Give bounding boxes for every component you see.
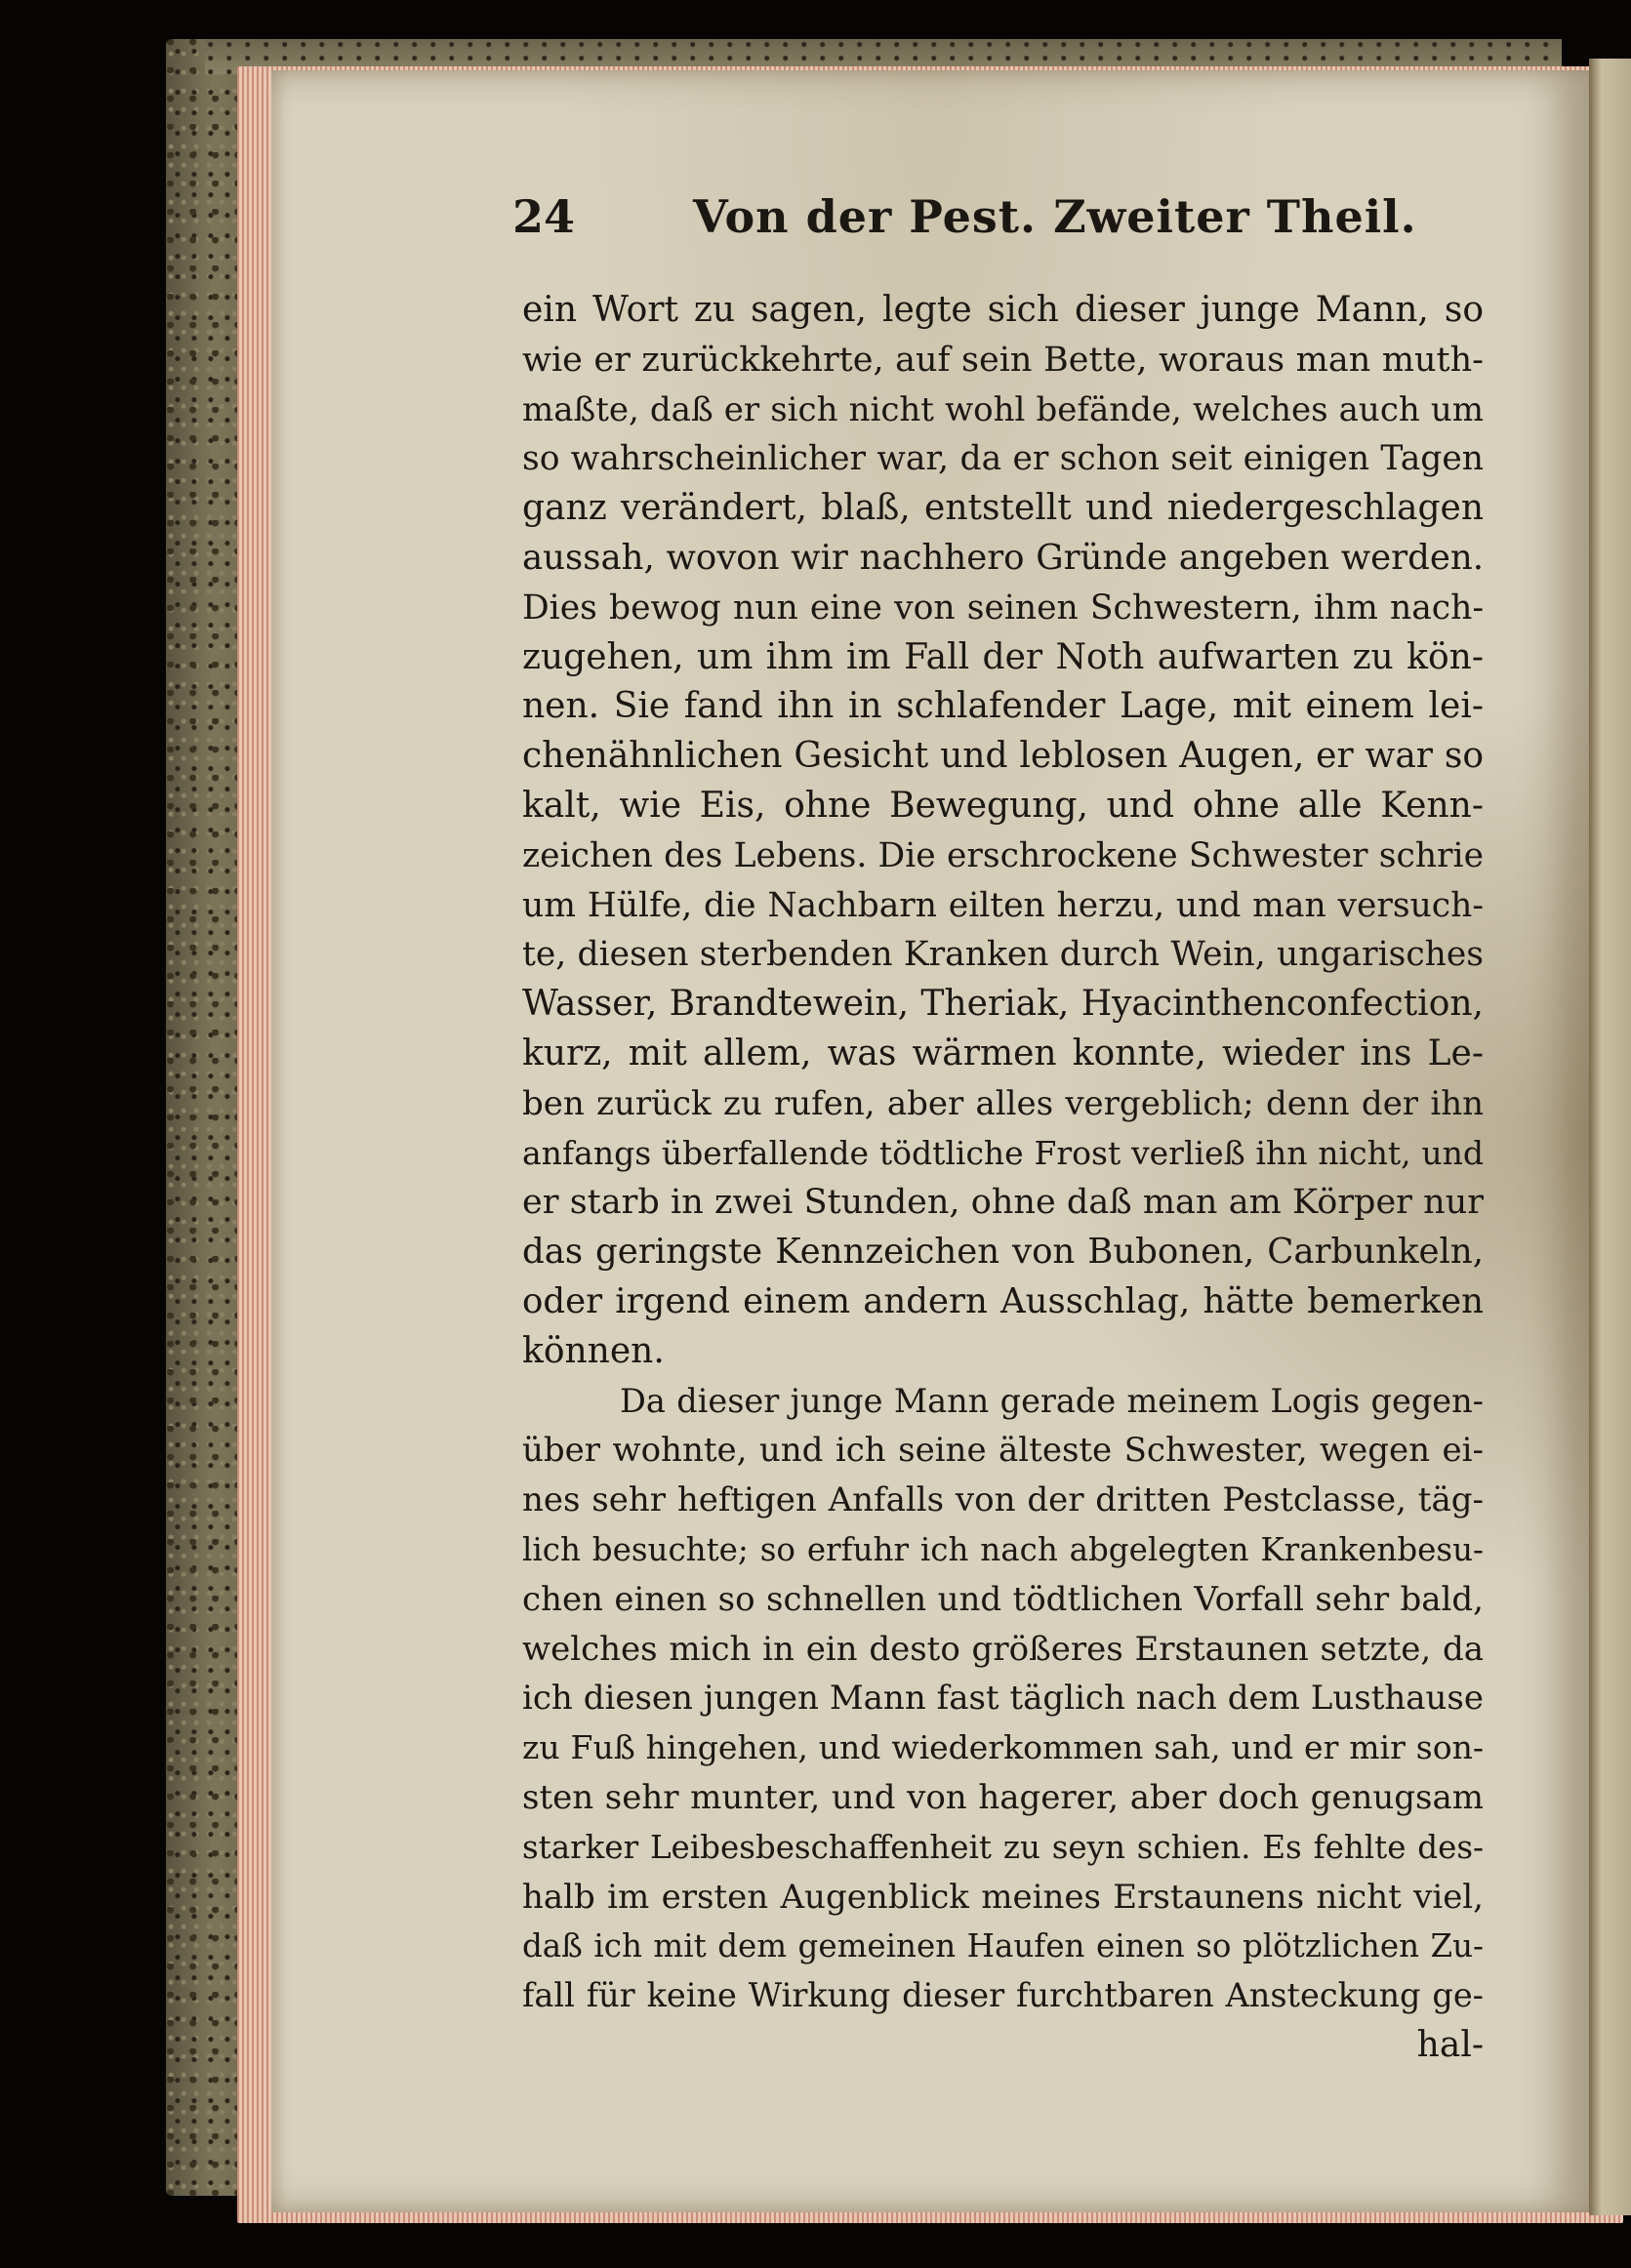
text-line: über wohnte, und ich seine älteste Schwester, wegen ei- (522, 1431, 1484, 1471)
text-line: oder irgend einem andern Ausschlag, hätte bemerken (522, 1280, 1484, 1321)
running-head: Von der Pest. Zweiter Theil. (693, 190, 1417, 243)
text-line: so wahrscheinlicher war, da er schon seit einigen Tagen (522, 439, 1484, 479)
text-line: das geringste Kennzeichen von Bubonen, Carbunkeln, (522, 1232, 1484, 1273)
text-line: wie er zurückkehrte, auf sein Bette, woraus man muth- (522, 340, 1484, 380)
text-line: kurz, mit allem, was wärmen konnte, wieder ins Le- (522, 1033, 1484, 1073)
text-line: halb im ersten Augenblick meines Erstaunens nicht viel, (522, 1877, 1484, 1917)
text-line: Da dieser junge Mann gerade meinem Logis gegen- (620, 1381, 1484, 1420)
text-line: ganz verändert, blaß, entstellt und niedergeschlagen (522, 488, 1484, 529)
page-number: 24 (512, 190, 576, 243)
text-line: anfangs überfallende tödtliche Frost verließ ihn nicht, und (522, 1133, 1484, 1172)
text-line: ich diesen jungen Mann fast täglich nach dem Lusthause (522, 1679, 1484, 1719)
text-line: nen. Sie fand ihn in schlafender Lage, mit einem lei- (522, 686, 1484, 727)
text-line: er starb in zwei Stunden, ohne daß man am Körper nur (522, 1183, 1484, 1223)
text-line: aussah, wovon wir nachhero Gründe angeben werden. (522, 537, 1484, 578)
text-line: chenähnlichen Gesicht und leblosen Augen, er war so (522, 736, 1484, 777)
text-line: welches mich in ein desto größeres Erstaunen setzte, da (522, 1629, 1484, 1669)
page-header (512, 190, 1488, 259)
text-line: ein Wort zu sagen, legte sich dieser junge Mann, so (522, 290, 1484, 330)
text-line: nes sehr heftigen Anfalls von der dritten Pestclasse, täg- (522, 1480, 1484, 1520)
text-line: ben zurück zu rufen, aber alles vergeblich; denn der ihn (522, 1083, 1484, 1123)
text-line: zeichen des Lebens. Die erschrockene Schwester schrie (522, 835, 1484, 875)
text-line: kalt, wie Eis, ohne Bewegung, und ohne alle Kenn- (522, 785, 1484, 826)
text-line: starker Leibesbeschaffenheit zu seyn schien. Es fehlte des- (522, 1828, 1484, 1866)
text-line: Wasser, Brandtewein, Theriak, Hyacinthenconfection, (522, 984, 1484, 1025)
text-line: um Hülfe, die Nachbarn eilten herzu, und man versuch- (522, 885, 1484, 925)
catchword: hal- (1416, 2024, 1484, 2065)
book-gutter (1589, 59, 1631, 2215)
text-line: sten sehr munter, und von hagerer, aber doch genugsam (522, 1777, 1484, 1817)
text-line: Dies bewog nun eine von seinen Schwestern, ihm nach- (522, 587, 1484, 628)
text-line: te, diesen sterbenden Kranken durch Wein, ungarisches (522, 935, 1484, 975)
text-line: fall für keine Wirkung dieser furchtbaren Ansteckung ge- (522, 1976, 1484, 2015)
text-line: zugehen, um ihm im Fall der Noth aufwarten zu kön- (522, 636, 1484, 677)
text-line: zu Fuß hingehen, und wiederkommen sah, und er mir son- (522, 1728, 1484, 1767)
text-line: maßte, daß er sich nicht wohl befände, welches auch um (522, 389, 1484, 429)
text-line: lich besuchte; so erfuhr ich nach abgelegten Krankenbesu- (522, 1530, 1484, 1568)
body-text (522, 286, 1484, 2071)
text-line: können. (522, 1330, 665, 1371)
text-line: chen einen so schnellen und tödtlichen Vorfall sehr bald, (522, 1579, 1484, 1619)
text-line: daß ich mit dem gemeinen Haufen einen so plötzlichen Zu- (522, 1927, 1484, 1965)
